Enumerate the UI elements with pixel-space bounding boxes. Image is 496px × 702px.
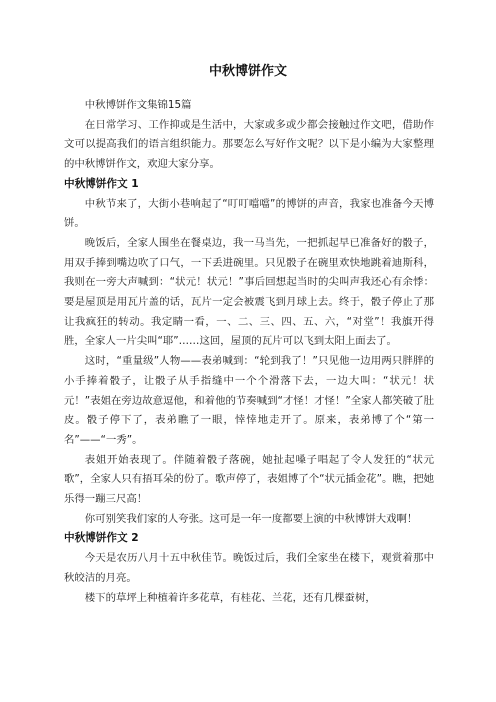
essay-2-paragraph-1: 今天是农历八月十五中秋佳节。晚饭过后，我们全家坐在楼下，观赏着那中秋皎洁的月亮。 [64, 552, 434, 584]
document-body [64, 96, 434, 608]
essay-1-heading: 中秋博饼作文 1 [64, 177, 139, 190]
essay-2-paragraph-2: 楼下的草坪上种植着许多花草，有桂花、兰花，还有几棵蚕树， [84, 591, 376, 604]
essay-1-paragraph-4: 表姐开始表现了。伴随着骰子落碗，她扯起嗓子唱起了令人发狂的“状元歌”，全家人只有捂耳朵的份了。歌声停了，表姐博了个“状元插金花”。瞧，把她乐得一蹦三尺高！ [64, 453, 434, 506]
document-title: 中秋博饼作文 [208, 64, 287, 79]
essay-2-heading: 中秋博饼作文 2 [64, 532, 139, 545]
essay-1-paragraph-2: 晚饭后，全家人围坐在餐桌边，我一马当先，一把抓起早已准备好的骰子，用双手捧到嘴边吹了口气，一下丢进碗里。只见骰子在碗里欢快地跳着迪斯科，我则在一旁大声喊到：“状元！状元！”事后回想起当时的尖叫声我还心有余悸：要是屋顶是用瓦片盖的话，瓦片一定会被震飞到月球上去。终于，骰子停止了那让我疯狂的转动。我定睛一看，一、二、三、四、五、六，“对堂”！我旗开得胜，全家人一片尖叫“耶”……这回，屋顶的瓦片可以飞到太阳上面去了。 [64, 236, 434, 348]
essay-1-paragraph-1: 中秋节来了，大街小巷响起了“叮叮噹噹”的博饼的声音，我家也准备今天博饼。 [64, 197, 434, 230]
essay-1-paragraph-5: 你可别笑我们家的人夸张。这可是一年一度都要上演的中秋博饼大戏啊！ [84, 512, 418, 525]
intro-heading: 中秋博饼作文集锦15篇 [84, 99, 192, 111]
essay-1-paragraph-3: 这时，“重量级”人物——表弟喊到：“轮到我了！”只见他一边用两只胖胖的小手捧着骰子，让骰子从手指缝中一个个滑落下去，一边大叫：“状元！状元！”表姐在旁边故意逗他，和着他的节奏喊到“才怪！才怪！”全家人都笑破了肚皮。骰子停下了，表弟瞧了一眼，悻悻地走开了。原来，表弟博了个“第一名”——“一秀”。 [64, 355, 434, 446]
intro-paragraph: 在日常学习、工作抑或是生活中，大家或多或少都会接触过作文吧，借助作文可以提高我们的语言组织能力。那要怎么写好作文呢？以下是小编为大家整理的中秋博饼作文，欢迎大家分享。 [64, 118, 434, 171]
